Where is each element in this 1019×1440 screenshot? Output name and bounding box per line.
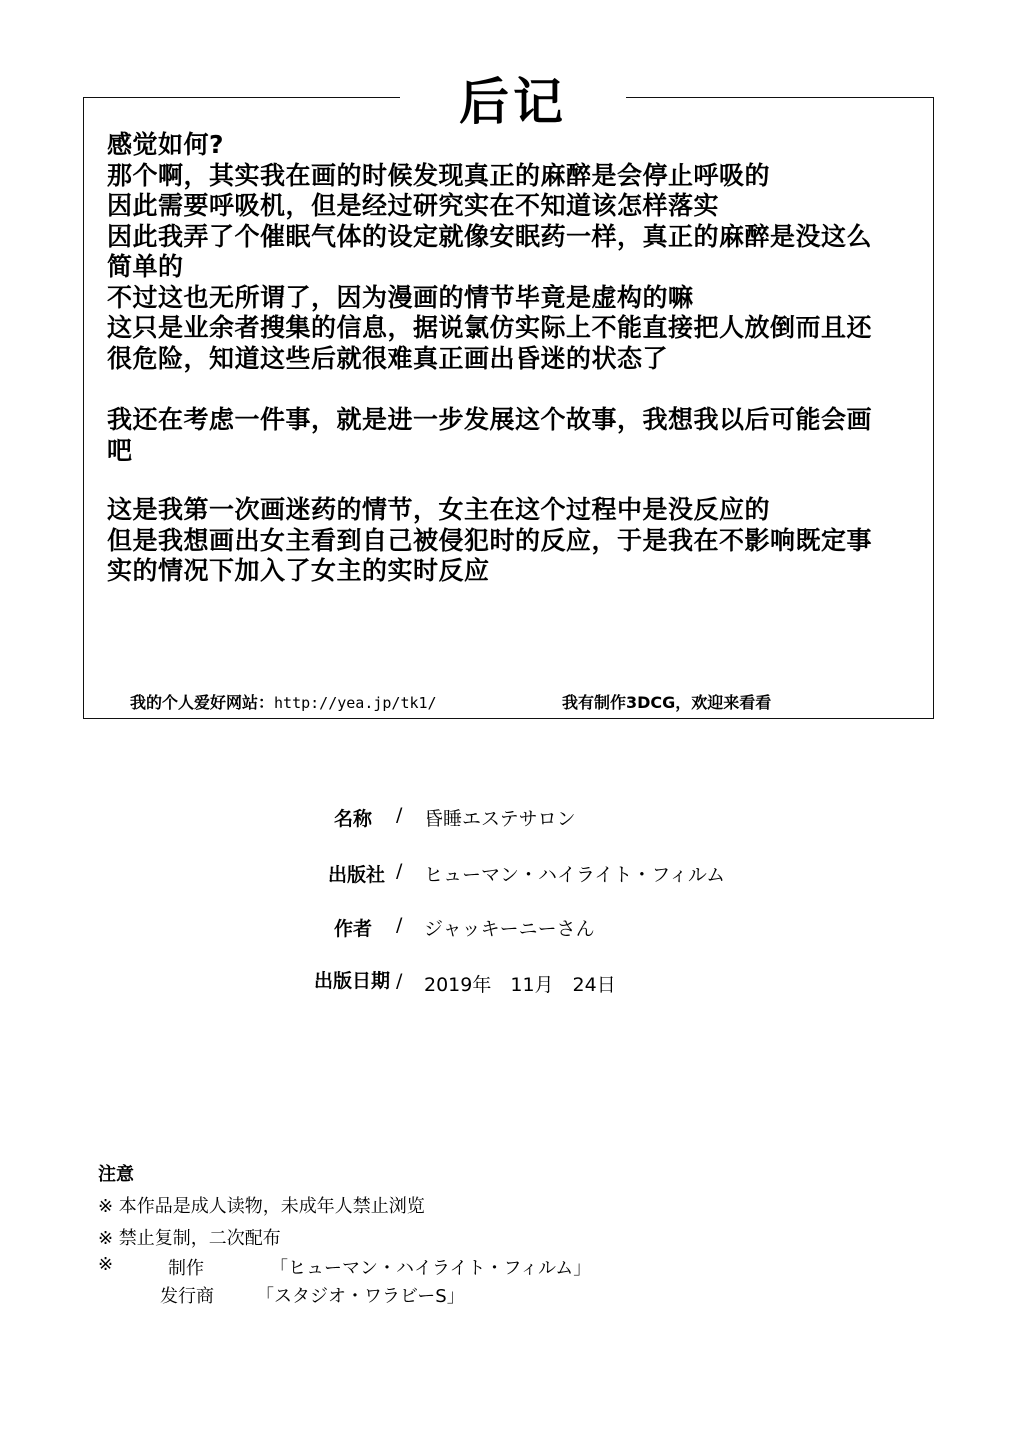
credit-role: 发行商 [160,1286,214,1307]
info-value-publisher: ヒューマン・ハイライト・フィルム [424,864,726,886]
text-line: 很危险，知道这些后就很难真正画出昏迷的状态了 [107,343,669,373]
info-key-title: 名称 [334,808,373,830]
text-line: 简单的 [107,252,184,281]
text-line: 这只是业余者搜集的信息，据说氯仿实际上不能直接把人放倒而且还 [107,313,873,342]
info-value-title: 昏睡エステサロン [424,808,576,830]
info-separator: / [396,804,403,826]
text-line: 但是我想画出女主看到自己被侵犯时的反应，于是我在不影响既定事 [107,525,873,555]
info-key-publisher: 出版社 [328,864,386,886]
afterword-paragraph-3 [107,495,917,587]
notice-item: ※ 本作品是成人读物，未成年人禁止浏览 [98,1196,425,1217]
info-value-date: 2019年 11月 24日 [424,974,616,996]
text-line: 因此需要呼吸机，但是经过研究实在不知道该怎样落实 [107,191,720,220]
afterword-paragraph-2 [107,405,917,466]
text-line: 那个啊，其实我在画的时候发现真正的麻醉是会停止呼吸的 [107,160,771,190]
info-separator: / [396,860,403,882]
text-line: 实的情况下加入了女主的实时反应 [107,556,490,585]
info-separator: / [396,970,403,992]
credit-name: 「スタジオ・ワラビーS」 [256,1286,465,1307]
website-line [130,690,437,713]
3dcg-note: 我有制作3DCG，欢迎来看看 [562,693,772,712]
credit-name: 「ヒューマン・ハイライト・フィルム」 [270,1258,592,1279]
info-separator: / [396,914,403,936]
info-value-author: ジャッキーニーさん [424,918,595,940]
text-line: 感觉如何? [107,130,225,159]
page-title: 后记 [459,73,567,131]
website-url[interactable]: http://yea.jp/tk1/ [274,694,437,712]
afterword-paragraph-1 [107,130,917,374]
credit-role: 制作 [168,1258,204,1279]
text-line: 这是我第一次画迷药的情节，女主在这个过程中是没反应的 [107,495,771,524]
notice-heading: 注意 [98,1164,134,1185]
credit-mark: ※ [98,1254,114,1275]
text-line: 吧 [107,435,133,465]
info-key-date: 出版日期 [314,970,391,992]
info-key-author: 作者 [334,918,373,940]
notice-item: ※ 禁止复制，二次配布 [98,1228,281,1249]
website-label: 我的个人爱好网站： [130,693,275,712]
text-line: 因此我弄了个催眠气体的设定就像安眠药一样，真正的麻醉是没这么 [107,221,873,251]
text-line: 我还在考虑一件事，就是进一步发展这个故事，我想我以后可能会画 [107,405,873,434]
text-line: 不过这也无所谓了，因为漫画的情节毕竟是虚构的嘛 [107,282,694,312]
